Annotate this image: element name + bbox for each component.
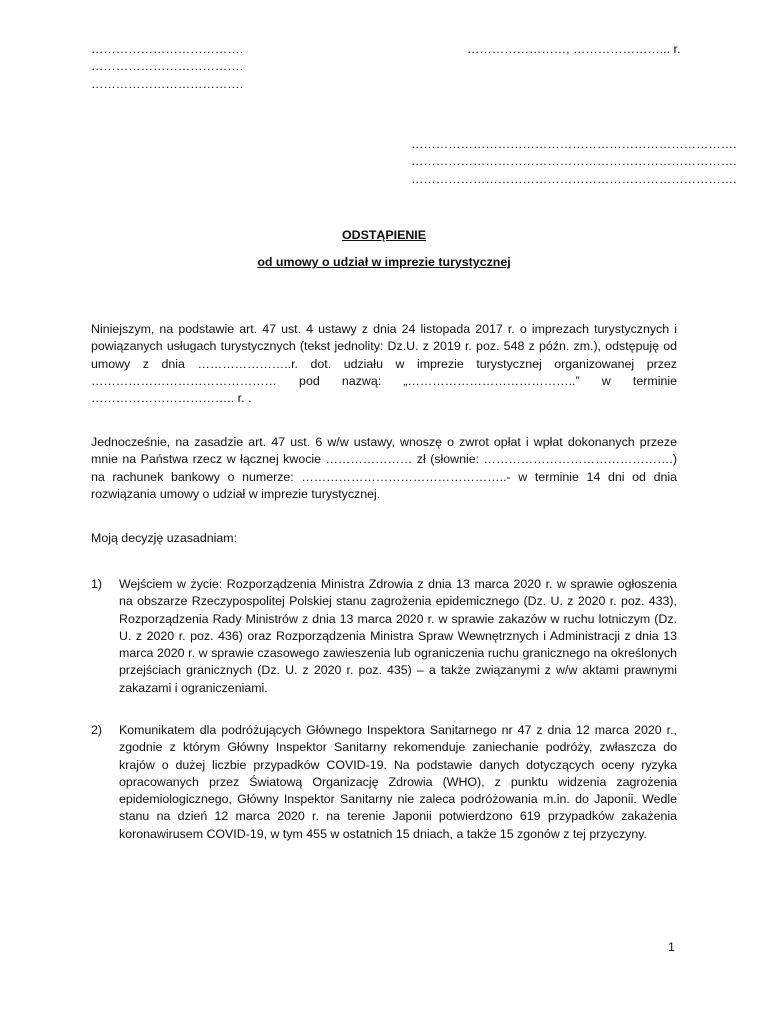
- list-item-number: 1): [91, 577, 103, 591]
- list-item-number: 2): [91, 723, 103, 737]
- document-title: ODSTĄPIENIE: [342, 228, 426, 242]
- sender-block: [91, 41, 251, 93]
- document-subtitle: od umowy o udział w imprezie turystycznej: [257, 255, 511, 269]
- addressee-line: …………………………………………………………………….: [411, 137, 737, 151]
- paragraph-refund: Jednocześnie, na zasadzie art. 47 ust. 6 w/w ustawy, wnoszę o zwrot opłat i wpłat dokonanych przeze mnie na Państwa rzecz w łącznej kwocie ………………… zł (słownie: ……………………………………….) na rachunek bankowy o numerze: …………………………………………..- w terminie 14 dni od dnia rozwiązania umowy o udział w imprezie turystycznej.: [91, 435, 677, 501]
- justification-intro: Moją decyzję uzasadniam:: [91, 531, 238, 545]
- addressee-line: …………………………………………………………………….: [411, 154, 737, 169]
- list-item-text: Wejściem w życie: Rozporządzenia Ministra Zdrowia z dnia 13 marca 2020 r. w sprawie ogłoszenia na obszarze Rzeczypospolitej Polskiej stanu zagrożenia epidemicznego (Dz. U. z 2020 r. poz. 433), Rozporządzenia Rady Ministrów z dnia 13 marca 2020 r. w sprawie zakazów w ruchu lotniczym (Dz. U. z 2020 r. poz. 436) oraz Rozporządzenia Ministra Spraw Wewnętrznych i Administracji z dnia 13 marca 2020 r. w sprawie czasowego zawieszenia lub ograniczenia ruchu granicznego na określonych przejściach granicznych (Dz. U. z 2020 r. poz. 435) – a także związanymi z w/w aktami prawnymi zakazami i ograniczeniami.: [119, 577, 677, 695]
- list-item-text: Komunikatem dla podróżujących Głównego Inspektora Sanitarnego nr 47 z dnia 12 marca 2020 r., zgodnie z którym Główny Inspektor Sanitarny rekomenduje zaniechanie podróży, zwłaszcza do krajów o dużej liczbie przypadków COVID-19. Na podstawie danych dotyczących oceny ryzyka opracowanych przez Światową Organizację Zdrowia (WHO), z punktu widzenia zagrożenia epidemiologicznego, Główny Inspektor Sanitarny nie zaleca podróżowania m.in. do Japonii. Wedle stanu na dzień 12 marca 2020 r. na terenie Japonii potwierdzono 619 przypadków zakażenia koronawirusem COVID-19, w tym 455 w ostatnich 15 dniach, a także 15 zgonów z tej przyczyny.: [119, 723, 677, 841]
- addressee-line: …………………………………………………………………….: [411, 171, 737, 186]
- addressee-block: [411, 136, 737, 188]
- list-item: [91, 576, 677, 697]
- list-item: [91, 722, 677, 843]
- sender-line: ……………………………….: [91, 59, 244, 74]
- paragraph-withdrawal: Niniejszym, na podstawie art. 47 ust. 4 ustawy z dnia 24 listopada 2017 r. o imprezach turystycznych i powiązanych usługach turystycznych (tekst jednolity: Dz.U. z 2019 r. poz. 548 z późn. zm.), odstępuję od umowy z dnia …………………..r. dot. udziału w imprezie turystycznej organizowanej przez ……………………………………… pod nazwą: „…………………………………..” w terminie …………………………….. r. .: [91, 322, 677, 406]
- sender-line: ……………………………….: [91, 42, 244, 56]
- sender-line: ……………………………….: [91, 76, 244, 91]
- place-date: ……………………, …………………... r.: [467, 42, 681, 56]
- page-number: 1: [668, 940, 675, 954]
